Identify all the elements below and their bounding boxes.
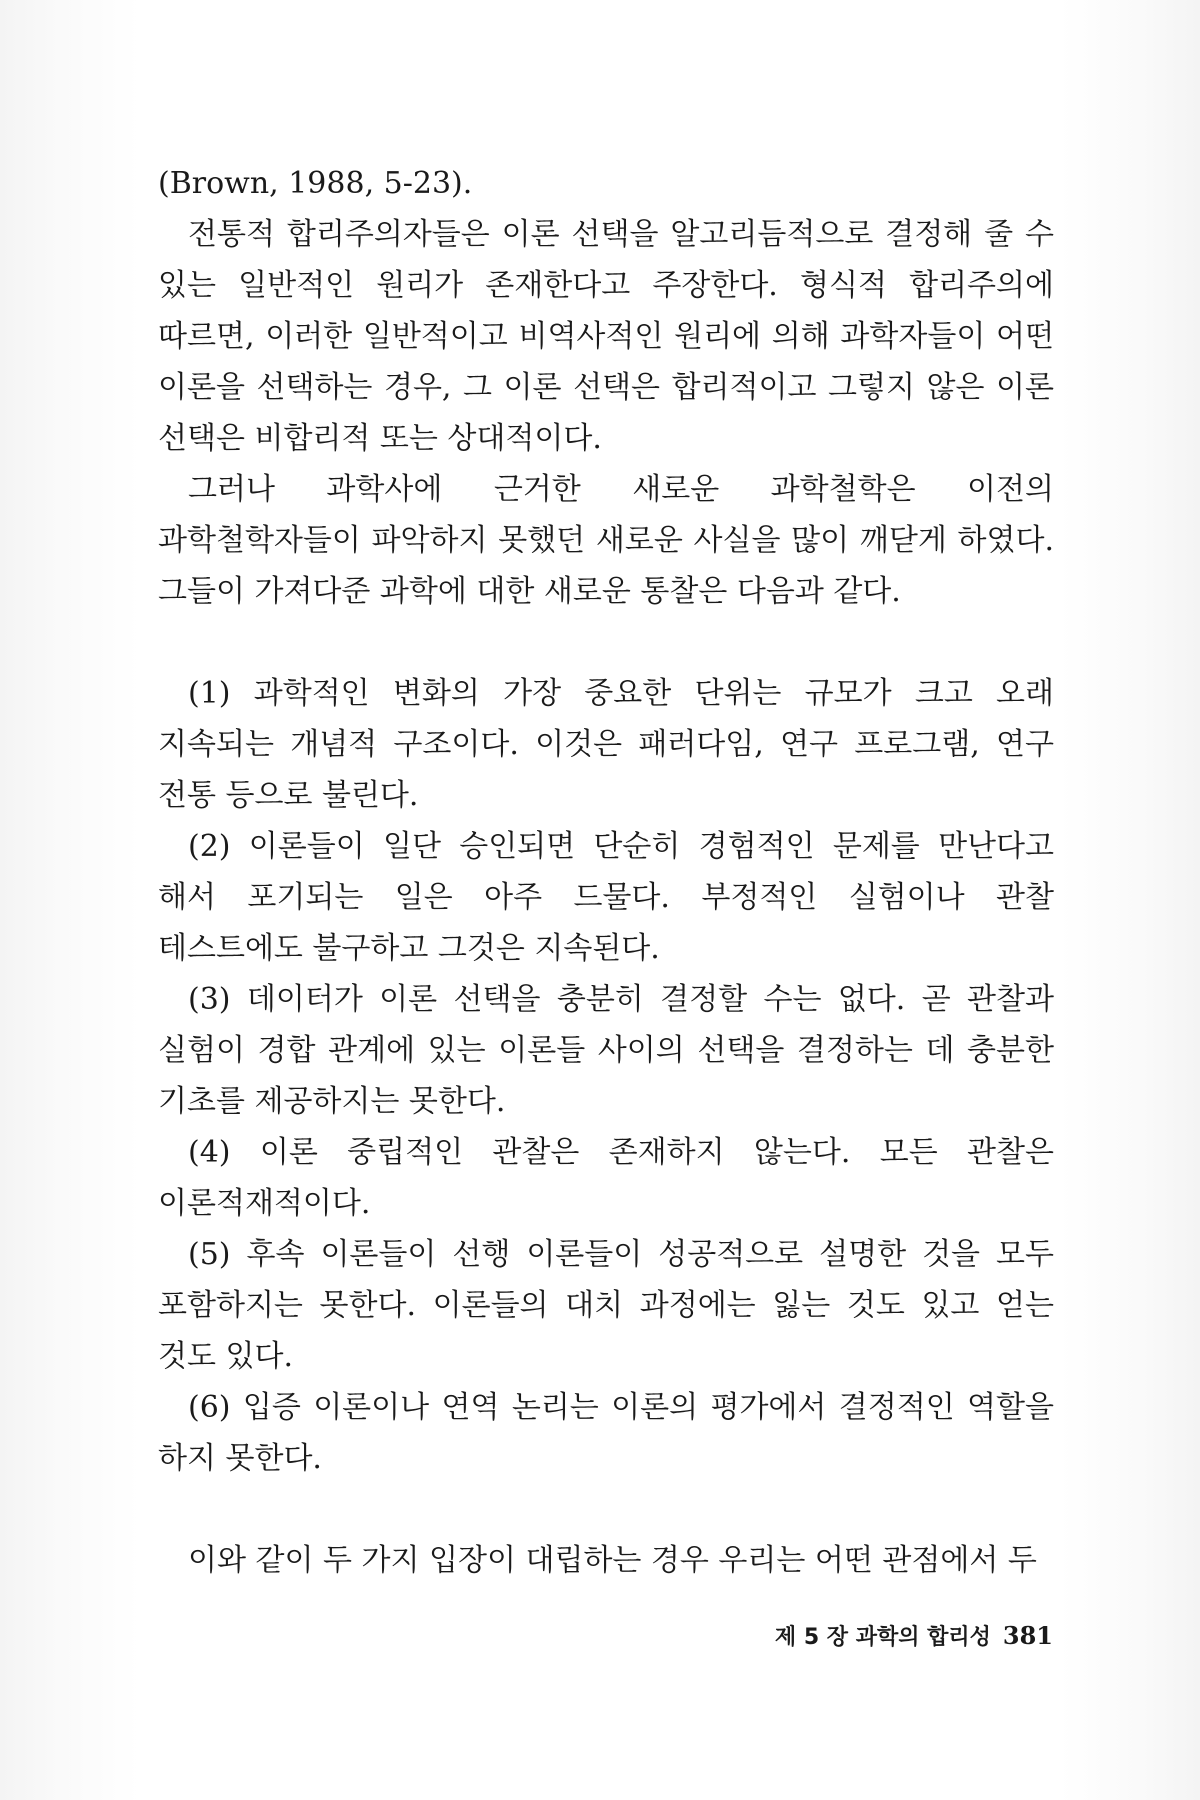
chapter-title: 제 5 장 과학의 합리성 (774, 1625, 991, 1650)
list-item-4: (4) 이론 중립적인 관찰은 존재하지 않는다. 모든 관찰은 이론적재적이다. (158, 1135, 1054, 1221)
page-number: 381 (1002, 1621, 1053, 1650)
spacer (158, 1484, 1054, 1535)
list-item-5: (5) 후속 이론들이 선행 이론들이 성공적으로 설명한 것을 모두 포함하지는 못한다. 이론들의 대치 과정에는 잃는 것도 있고 얻는 것도 있다. (158, 1237, 1054, 1374)
list-item-1: (1) 과학적인 변화의 가장 중요한 단위는 규모가 크고 오래 지속되는 개념적 구조이다. 이것은 패러다임, 연구 프로그램, 연구 전통 등으로 불린다. (158, 676, 1054, 813)
list-item-2: (2) 이론들이 일단 승인되면 단순히 경험적인 문제를 만난다고 해서 포기되는 일은 아주 드물다. 부정적인 실험이나 관찰 테스트에도 불구하고 그것은 지속된다. (158, 829, 1054, 966)
page-body (158, 158, 1054, 1586)
running-footer (775, 1620, 1053, 1651)
list-item-6: (6) 입증 이론이나 연역 논리는 이론의 평가에서 결정적인 역할을 하지 못한다. (158, 1390, 1054, 1476)
citation-line: (Brown, 1988, 5-23). (158, 166, 473, 201)
list-item-3: (3) 데이터가 이론 선택을 충분히 결정할 수는 없다. 곧 관찰과 실험이 경합 관계에 있는 이론들 사이의 선택을 결정하는 데 충분한 기초를 제공하지는 못한다. (158, 982, 1054, 1119)
paragraph-1: 전통적 합리주의자들은 이론 선택을 알고리듬적으로 결정해 줄 수 있는 일반적인 원리가 존재한다고 주장한다. 형식적 합리주의에 따르면, 이러한 일반적이고 비역사적인 원리에 의해 과학자들이 어떤 이론을 선택하는 경우, 그 이론 선택은 합리적이고 그렇지 않은 이론 선택은 비합리적 또는 상대적이다. (158, 217, 1054, 456)
paragraph-2: 그러나 과학사에 근거한 새로운 과학철학은 이전의 과학철학자들이 파악하지 못했던 새로운 사실을 많이 깨닫게 하였다. 그들이 가져다준 과학에 대한 새로운 통찰은 다음과 같다. (158, 472, 1054, 609)
closing-paragraph: 이와 같이 두 가지 입장이 대립하는 경우 우리는 어떤 관점에서 두 (188, 1543, 1037, 1578)
spacer (158, 617, 1054, 668)
